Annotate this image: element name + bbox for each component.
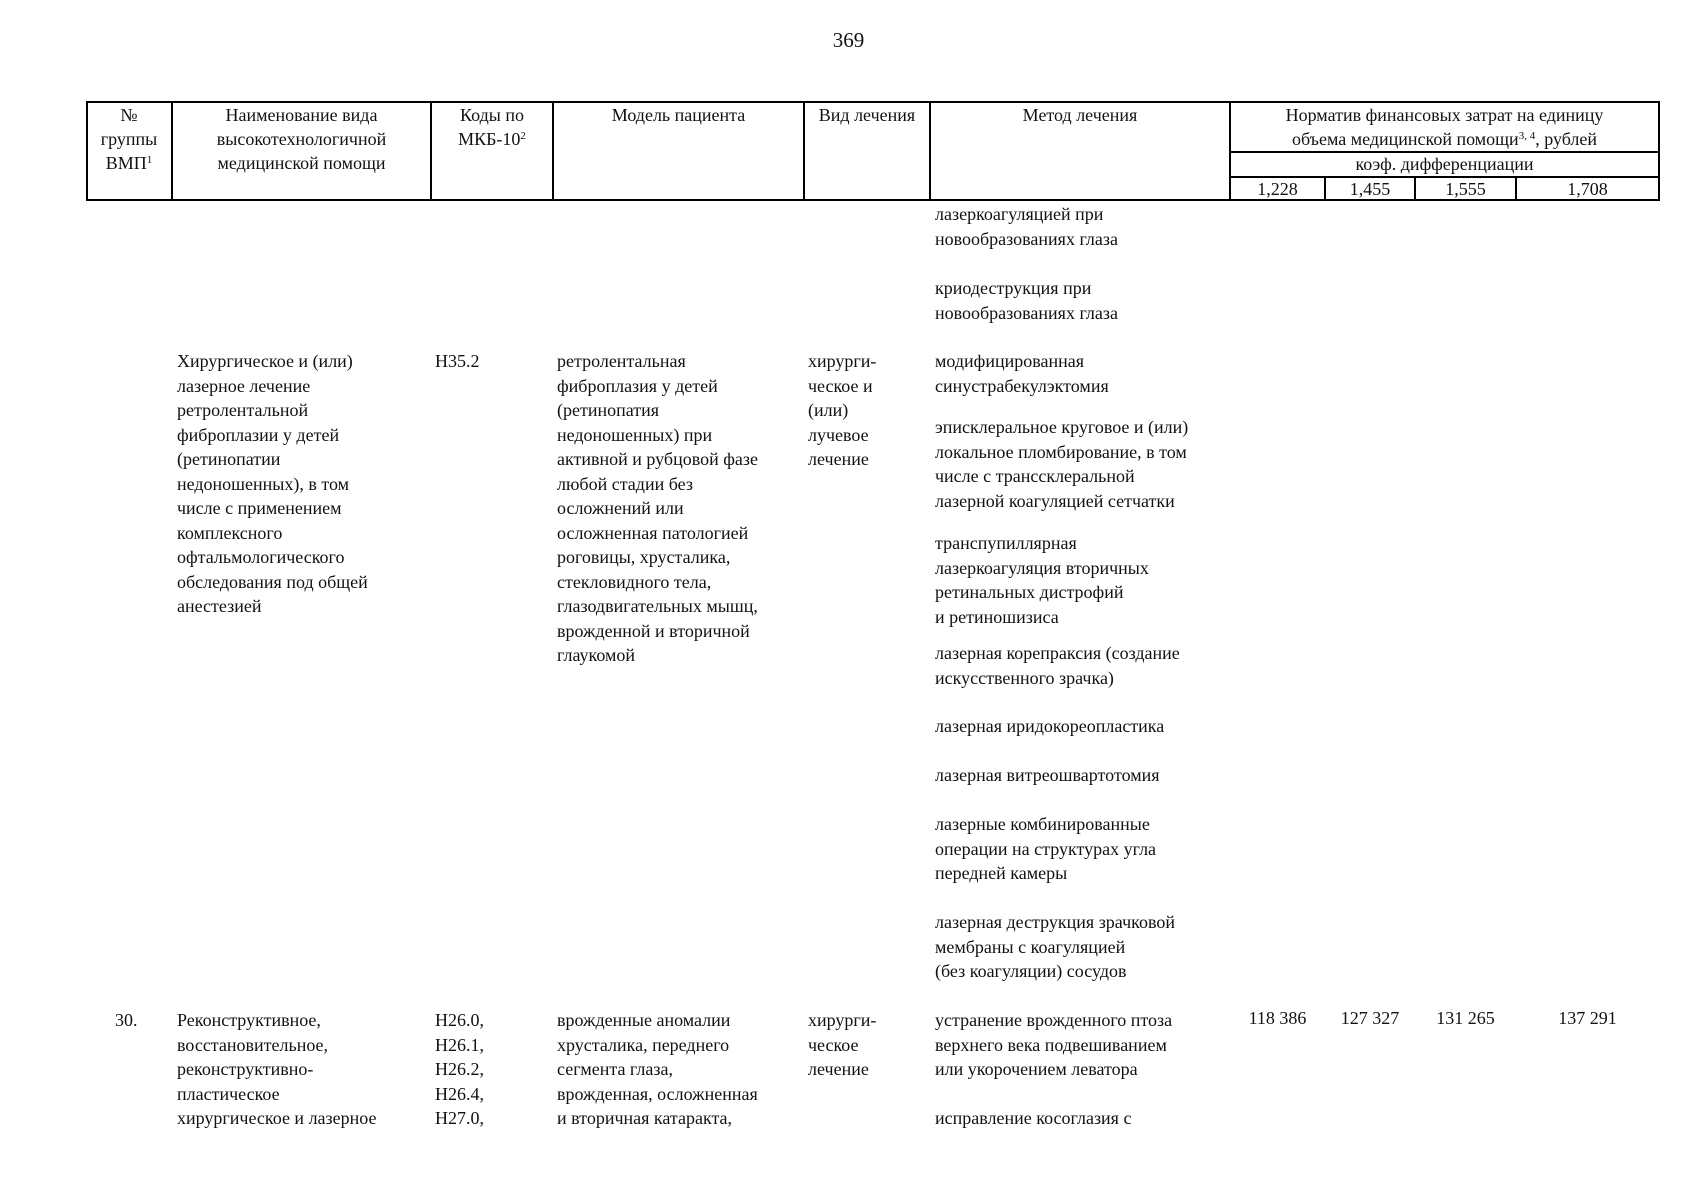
header-coef-3: 1,555: [1445, 179, 1486, 199]
header-coef-label: коэф. дифференциации: [1355, 154, 1534, 174]
treatment-kind: хирурги- ческое лечение: [808, 1010, 877, 1079]
method-item: лазерная иридокореопластика: [935, 716, 1165, 736]
method-item: лазеркоагуляцией при новообразованиях глаза: [935, 204, 1118, 249]
price-coef-4: 137 291: [1558, 1008, 1617, 1028]
method-item: лазерные комбинированные операции на структурах угла передней камеры: [935, 814, 1157, 883]
patient-model: ретролентальная фиброплазия у детей (ретинопатия недоношенных) при активной и рубцовой фазе любой стадии без осложнений или осложненная патологией роговицы, хрусталика, стекловидного тела, глазодвигательных мышц, врожденной и вторичной глаукомой: [557, 351, 758, 665]
care-type-name: Реконструктивное, восстановительное, реконструктивно- пластическое хирургическое и лазерное: [177, 1010, 377, 1128]
price-coef-1: 118 386: [1248, 1008, 1307, 1028]
method-item: устранение врожденного птоза верхнего века подвешиванием или укорочением леватора: [935, 1010, 1173, 1079]
table-header: [86, 101, 1659, 201]
header-col-treatment-method: Метод лечения: [1022, 105, 1138, 125]
icd-codes: H26.0, H26.1, H26.2, H26.4, H27.0,: [435, 1010, 484, 1128]
group-number: 30.: [115, 1010, 138, 1030]
header-col-care-type: Наименование вида высокотехнологичной медицинской помощи: [216, 105, 387, 173]
header-coef-2: 1,455: [1349, 179, 1391, 199]
method-item: транспупиллярная лазеркоагуляция вторичных ретинальных дистрофий и ретиношизиса: [935, 533, 1149, 627]
method-item: лазерная корепраксия (создание искусственного зрачка): [935, 643, 1180, 688]
method-item: исправление косоглазия с: [935, 1108, 1132, 1128]
page-number: 369: [832, 28, 865, 52]
icd-codes: H35.2: [435, 351, 480, 371]
header-coef-4: 1,708: [1567, 179, 1608, 199]
price-coef-3: 131 265: [1436, 1008, 1495, 1028]
method-item: модифицированная синустрабекулэктомия: [935, 351, 1109, 396]
treatment-kind: хирурги- ческое и (или) лучевое лечение: [808, 351, 877, 469]
header-col-icd-codes: Коды по МКБ-$10^2$: [458, 105, 526, 149]
header-col-patient-model: Модель пациента: [611, 105, 746, 125]
method-item: эписклеральное круговое и (или) локальное пломбирование, в том числе с транссклеральной лазерной коагуляцией сетчатки: [935, 417, 1189, 511]
header-col-treatment-kind: Вид лечения: [818, 105, 916, 125]
method-item: криодеструкция при новообразованиях глаза: [935, 278, 1118, 323]
header-col-cost-norm: Норматив финансовых затрат на единицу объема медицинской помощи$^{3, 4}$, рублей: [1285, 105, 1604, 149]
patient-model: врожденные аномалии хрусталика, переднего сегмента глаза, врожденная, осложненная и вторичная катаракта,: [557, 1010, 758, 1128]
price-coef-2: 127 327: [1340, 1008, 1400, 1028]
method-item: лазерная витреошвартотомия: [935, 765, 1160, 785]
method-item: лазерная деструкция зрачковой мембраны с коагуляцией (без коагуляции) сосудов: [935, 912, 1175, 981]
header-coef-1: 1,228: [1257, 179, 1298, 199]
care-type-name: Хирургическое и (или) лазерное лечение ретролентальной фиброплазии у детей (ретинопатии недоношенных), в том числе с применением комплексного офтальмологического обследования под общей анестезией: [177, 351, 368, 616]
header-col-group-number: № группы ВМП$^1$: [100, 105, 158, 173]
